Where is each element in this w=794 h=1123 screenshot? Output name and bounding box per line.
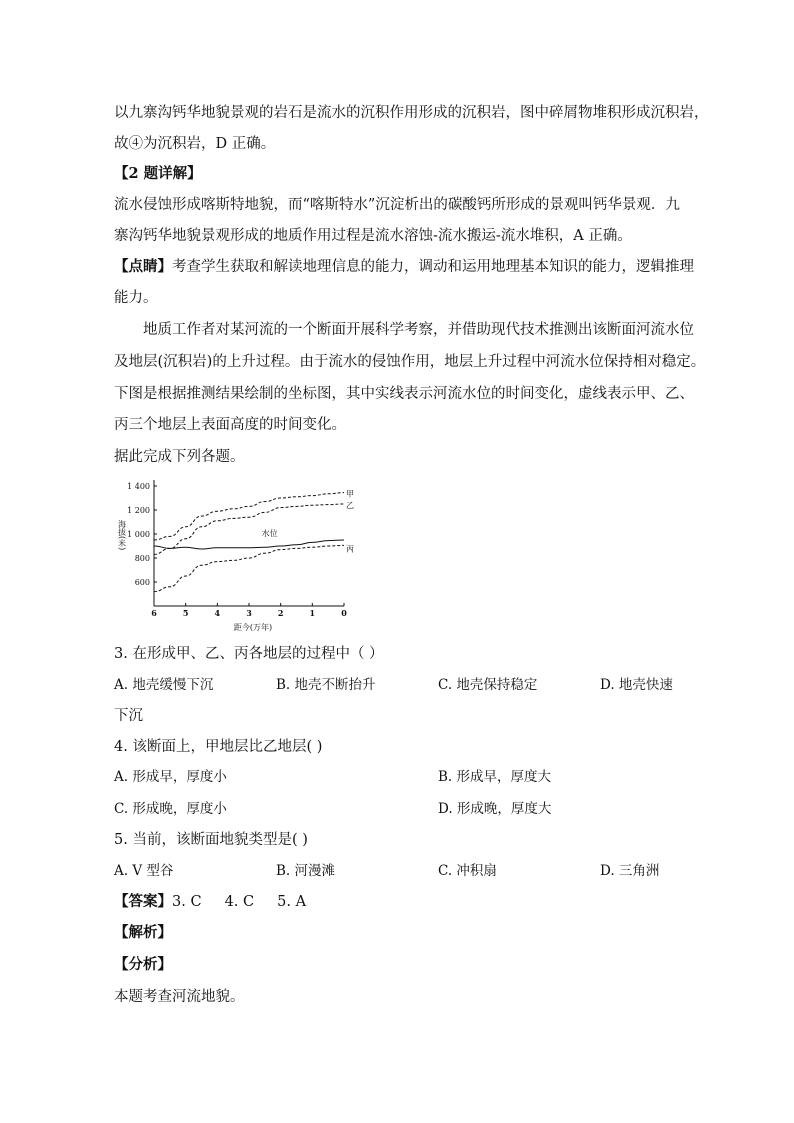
intro-3: 下图是根据推测结果绘制的坐标图，其中实线表示河流水位的时间变化，虚线表示甲、乙、 xyxy=(114,386,694,402)
x-tick-label: 6 xyxy=(151,608,157,618)
analysis-heading: 【解析】 xyxy=(114,924,172,941)
p1: 以九寨沟钙华地貌景观的岩石是流水的沉积作用形成的沉积岩，图中碎屑物堆积形成沉积岩， xyxy=(114,105,709,121)
q4-option-c[interactable]: C. 形成晚，厚度小 xyxy=(114,801,227,817)
y-axis-label: 海拔(米) xyxy=(117,520,127,551)
tip xyxy=(114,257,694,277)
y-tick-label: 1 200 xyxy=(127,506,150,515)
q4-option-a[interactable]: A. 形成早，厚度小 xyxy=(114,769,227,785)
tip-heading: 【点睛】 xyxy=(114,258,172,275)
x-tick-label: 5 xyxy=(182,608,189,618)
q2-detail-heading: 【2 题详解】 xyxy=(114,165,202,182)
conclusion: 本题考查河流地貌。 xyxy=(114,989,245,1005)
tip-body: 考查学生获取和解读地理信息的能力，调动和运用地理基本知识的能力，逻辑推理 xyxy=(172,259,694,275)
q3-option-d-wrap: 下沉 xyxy=(114,708,143,724)
plot-layer xyxy=(118,480,355,632)
answer-line xyxy=(114,892,306,912)
intro-4: 丙三个地层上表面高度的时间变化。 xyxy=(114,417,346,433)
q5-stem: 5. 当前，该断面地貌类型是( ) xyxy=(114,832,308,848)
q3-stem: 3. 在形成甲、乙、丙各地层的过程中（ ） xyxy=(114,646,384,662)
p5: 能力。 xyxy=(114,290,158,306)
q5-option-a[interactable]: A. V 型谷 xyxy=(114,863,174,879)
series-label-水位: 水位 xyxy=(261,529,278,538)
series-line-水位 xyxy=(154,540,344,549)
q3-option-c[interactable]: C. 地壳保持稳定 xyxy=(438,677,538,693)
answer-text: 3. C 4. C 5. A xyxy=(172,894,307,910)
q3-option-a[interactable]: A. 地壳缓慢下沉 xyxy=(114,677,214,693)
p3: 流水侵蚀形成喀斯特地貌，而“喀斯特水”沉淀析出的碳酸钙所形成的景观叫钙华景观．九 xyxy=(114,197,680,213)
y-tick-label: 600 xyxy=(134,578,150,587)
q4-stem: 4. 该断面上，甲地层比乙地层( ) xyxy=(114,739,323,755)
x-tick-label: 0 xyxy=(341,608,347,618)
series-line-甲 xyxy=(154,493,344,540)
fenxi-heading: 【分析】 xyxy=(114,956,172,973)
series-label-丙: 丙 xyxy=(346,544,354,554)
series-line-丙 xyxy=(154,545,344,591)
intro-2: 及地层(沉积岩)的上升过程。由于流水的侵蚀作用，地层上升过程中河流水位保持相对稳定。 xyxy=(114,354,706,370)
intro-5: 据此完成下列各题。 xyxy=(114,449,245,465)
q5-option-c[interactable]: C. 冲积扇 xyxy=(438,863,497,879)
p2: 故④为沉积岩，D 正确。 xyxy=(114,136,276,152)
elevation-chart xyxy=(110,472,360,632)
intro-1: 地质工作者对某河流的一个断面开展科学考察，并借助现代技术推测出该断面河流水位 xyxy=(143,322,694,338)
x-tick-label: 2 xyxy=(277,608,284,618)
q5-option-b[interactable]: B. 河漫滩 xyxy=(276,863,336,879)
q3-option-b[interactable]: B. 地壳不断抬升 xyxy=(276,677,376,693)
series-label-乙: 乙 xyxy=(346,501,354,510)
x-tick-label: 1 xyxy=(309,608,316,618)
x-tick-label: 3 xyxy=(246,608,252,618)
q4-option-d[interactable]: D. 形成晚，厚度大 xyxy=(438,801,552,817)
q4-option-b[interactable]: B. 形成早，厚度大 xyxy=(438,769,552,785)
p4: 寨沟钙华地貌景观形成的地质作用过程是流水溶蚀-流水搬运-流水堆积，A 正确。 xyxy=(114,228,632,244)
x-tick-label: 4 xyxy=(214,608,221,618)
q5-option-d[interactable]: D. 三角洲 xyxy=(600,863,660,879)
y-tick-label: 800 xyxy=(134,554,150,563)
answer-heading: 【答案】 xyxy=(114,893,172,910)
q3-option-d[interactable]: D. 地壳快速 xyxy=(600,677,673,693)
y-tick-label: 1 400 xyxy=(127,482,150,491)
series-label-甲: 甲 xyxy=(346,489,354,499)
y-tick-label: 1 000 xyxy=(127,530,150,539)
x-axis-label: 距今(万年) xyxy=(233,623,273,632)
